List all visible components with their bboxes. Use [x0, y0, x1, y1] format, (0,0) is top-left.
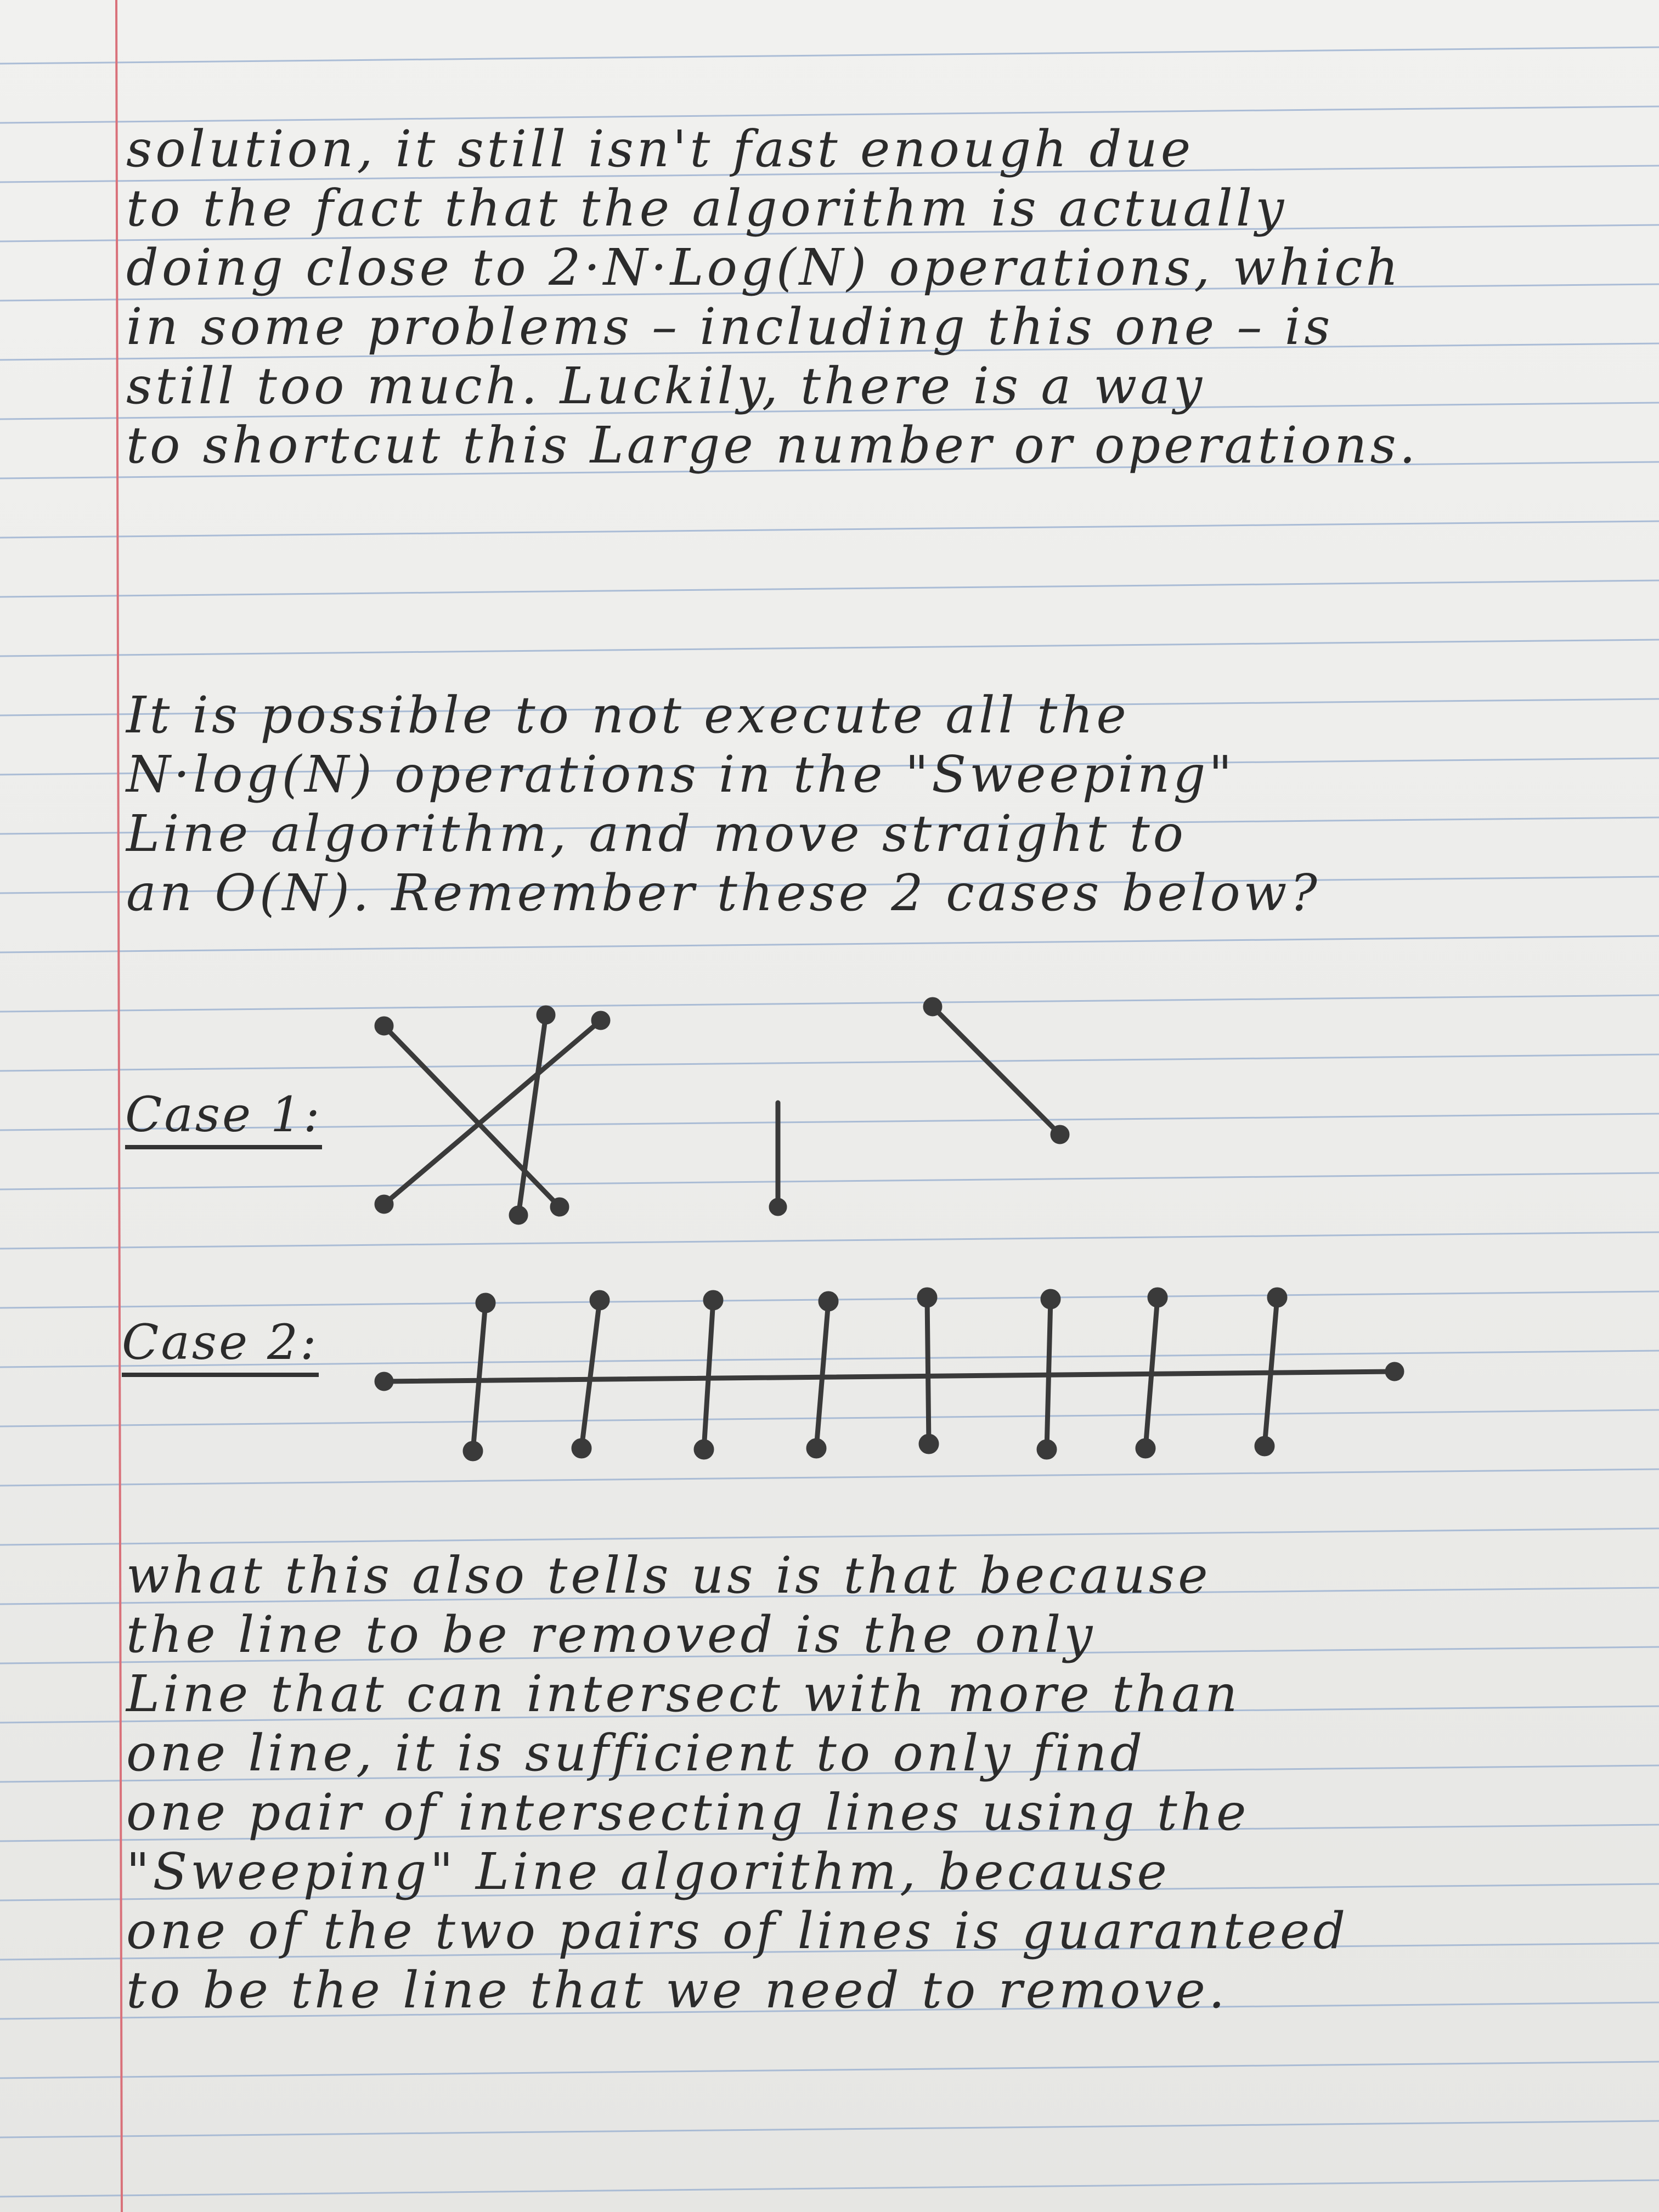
endpoint	[478, 1295, 493, 1311]
endpoint	[1138, 1441, 1153, 1456]
paragraph-line: solution, it still isn't fast enough due	[126, 120, 1194, 178]
paragraph-line: one of the two pairs of lines is guaranteed	[126, 1901, 1349, 1960]
paragraph-line: in some problems – including this one – is	[126, 297, 1334, 356]
paragraph-line: It is possible to not execute all the	[126, 686, 1130, 744]
endpoint	[539, 1008, 553, 1022]
endpoint	[465, 1443, 481, 1459]
case2-vertical-line	[927, 1297, 929, 1444]
paragraph-line: Line algorithm, and move straight to	[126, 804, 1187, 863]
endpoint	[594, 1013, 608, 1028]
endpoint	[511, 1208, 526, 1222]
endpoint	[706, 1293, 721, 1308]
paragraph-line: "Sweeping" Line algorithm, because	[126, 1842, 1170, 1901]
endpoint	[809, 1441, 824, 1456]
paragraph-line: doing close to 2·N·Log(N) operations, which	[126, 238, 1402, 297]
case2-horizontal-line	[384, 1372, 1395, 1381]
endpoint	[377, 1374, 391, 1389]
case2-vertical-line	[704, 1300, 713, 1449]
paragraph-line: one line, it is sufficient to only find	[126, 1724, 1146, 1782]
paragraph-line: to the fact that the algorithm is actually	[126, 179, 1288, 238]
case-1-diagram	[377, 1000, 1067, 1222]
endpoint	[821, 1294, 836, 1309]
endpoint	[921, 1436, 936, 1452]
endpoint	[1053, 1127, 1067, 1142]
endpoint	[377, 1197, 391, 1211]
endpoint	[1150, 1290, 1165, 1305]
endpoint	[592, 1293, 607, 1308]
case1-line-b	[384, 1020, 601, 1204]
endpoint	[1387, 1364, 1402, 1379]
paragraph-3	[126, 1546, 1640, 2020]
case-2-diagram	[377, 1290, 1402, 1459]
endpoint	[1043, 1291, 1058, 1307]
paragraph-line: what this also tells us is that because	[126, 1546, 1211, 1605]
endpoint	[574, 1441, 589, 1456]
endpoint	[1257, 1438, 1272, 1454]
endpoint	[771, 1200, 785, 1214]
endpoint	[377, 1019, 391, 1033]
case2-vertical-line	[582, 1300, 600, 1448]
case2-vertical-line	[473, 1303, 486, 1451]
case2-vertical-line	[1047, 1299, 1051, 1449]
case-2-label: Case 2:	[122, 1314, 319, 1377]
endpoint	[696, 1442, 712, 1457]
endpoint	[1269, 1290, 1285, 1305]
endpoint	[919, 1290, 935, 1305]
paragraph-line: N·log(N) operations in the "Sweeping"	[126, 745, 1235, 804]
paragraph-line: Line that can intersect with more than	[126, 1664, 1241, 1723]
paragraph-line: to be the line that we need to remove.	[126, 1961, 1228, 2019]
paragraph-line: to shortcut this Large number or operations.	[126, 416, 1419, 475]
paragraph-line: an O(N). Remember these 2 cases below?	[126, 864, 1321, 922]
paragraph-line: one pair of intersecting lines using the	[126, 1783, 1250, 1842]
case-1-label: Case 1:	[125, 1086, 322, 1149]
endpoint	[926, 1000, 940, 1014]
endpoint	[552, 1200, 567, 1214]
paragraph-line: the line to be removed is the only	[126, 1605, 1096, 1664]
case1-line-e	[933, 1007, 1060, 1135]
endpoint	[1039, 1442, 1054, 1457]
paragraph-line: still too much. Luckily, there is a way	[126, 357, 1206, 415]
